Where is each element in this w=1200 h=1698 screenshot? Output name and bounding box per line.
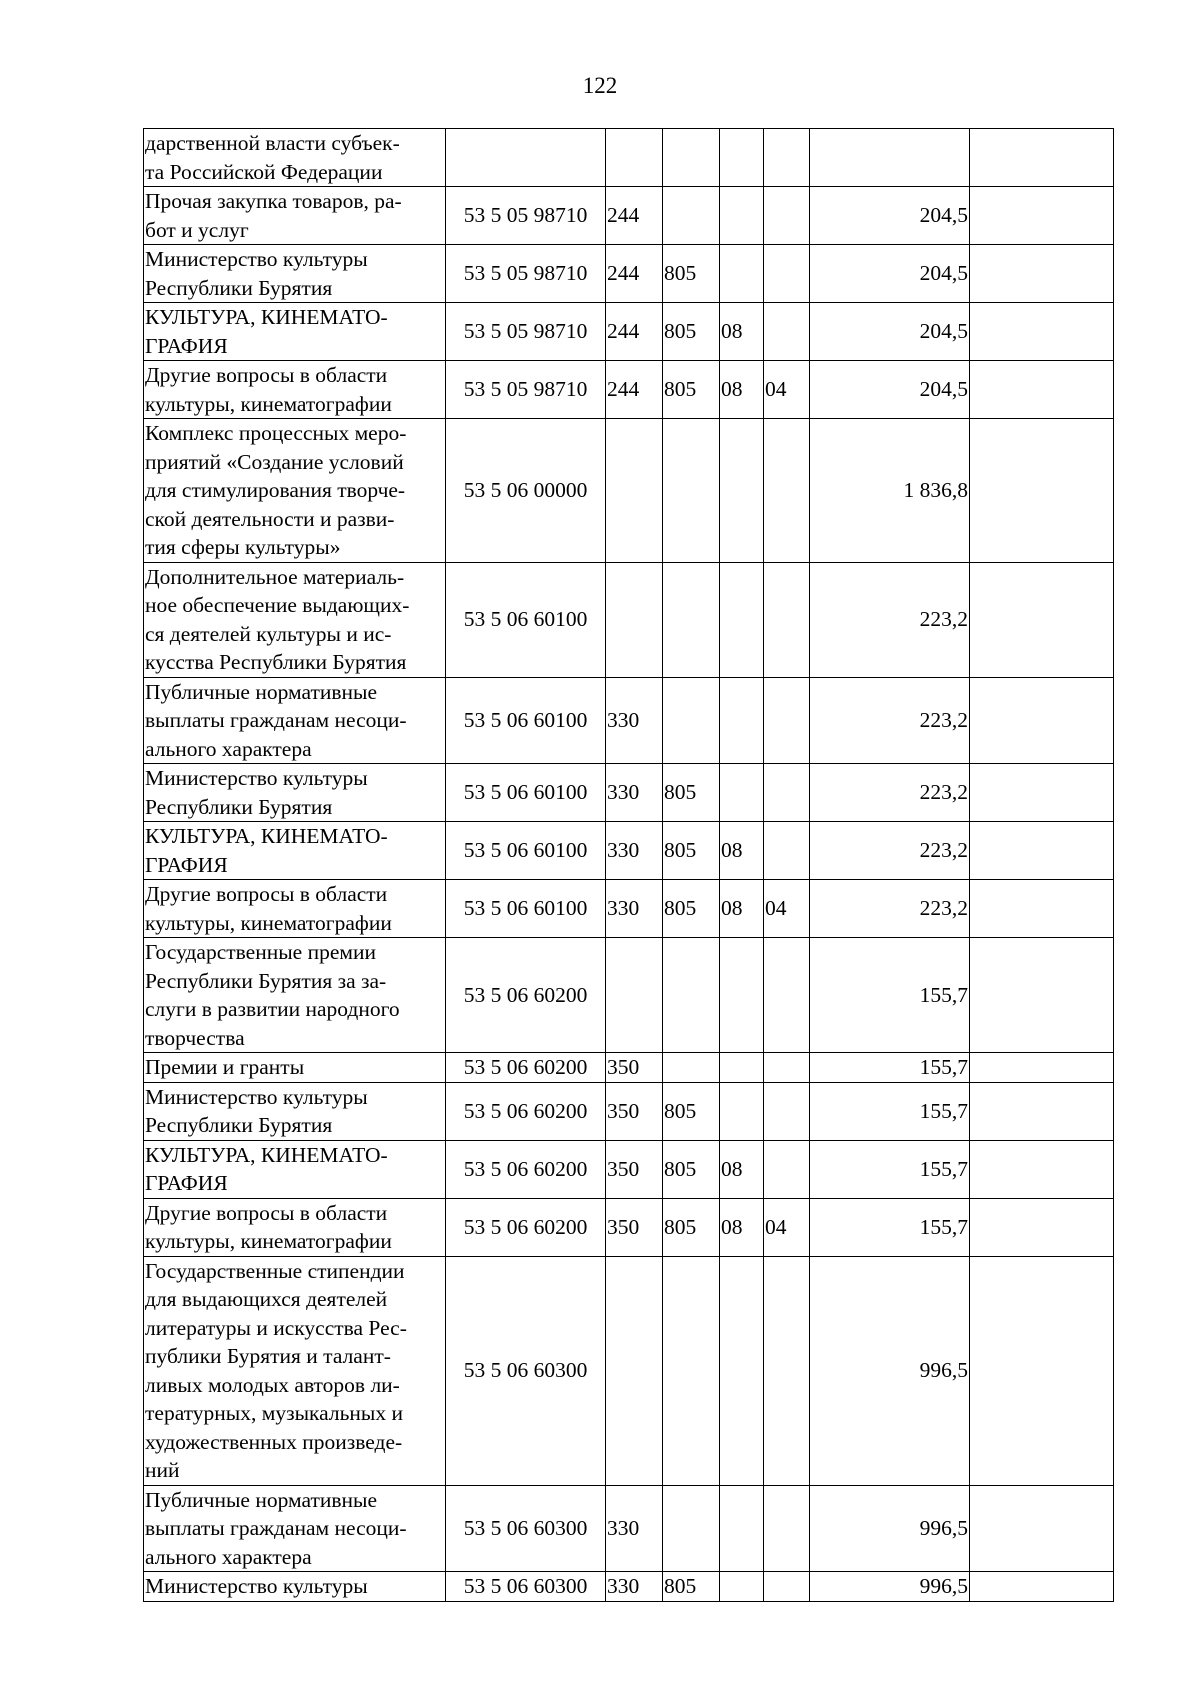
row-name-line: Другие вопросы в области [145, 882, 388, 906]
amount-cell: 223,2 [810, 880, 970, 938]
table-row [144, 187, 1114, 245]
row-name-line: ний [145, 1458, 180, 1482]
row-name-line: Министерство культуры [145, 247, 368, 271]
extra-cell [970, 303, 1114, 361]
table-row [144, 1082, 1114, 1140]
row-name-line: Государственные премии [145, 940, 377, 964]
amount-cell: 155,7 [810, 1140, 970, 1198]
row-name-line: ное обеспечение выдающих- [145, 593, 410, 617]
expense-type-cell: 350 [606, 1082, 663, 1140]
target-code-cell: 53 5 06 60200 [446, 938, 606, 1053]
row-name-cell [144, 245, 446, 303]
table-row [144, 361, 1114, 419]
extra-cell [970, 880, 1114, 938]
section-code-cell [720, 938, 764, 1053]
row-name-line: выплаты гражданам несоци- [145, 1516, 407, 1540]
expense-type-cell [606, 129, 663, 187]
section-code-cell [720, 419, 764, 563]
row-name-line: Премии и гранты [145, 1055, 305, 1079]
amount-cell: 204,5 [810, 187, 970, 245]
row-name-line: выплаты гражданам несоци- [145, 708, 407, 732]
row-name-line: ГРАФИЯ [145, 1171, 228, 1195]
section-code-cell [720, 1256, 764, 1485]
ministry-code-cell [663, 419, 720, 563]
subsection-code-cell [764, 764, 810, 822]
row-name-cell [144, 1256, 446, 1485]
ministry-code-cell [663, 677, 720, 764]
amount-cell: 1 836,8 [810, 419, 970, 563]
row-name-line: Другие вопросы в области [145, 363, 388, 387]
ministry-code-cell: 805 [663, 1082, 720, 1140]
ministry-code-cell [663, 938, 720, 1053]
table-row [144, 880, 1114, 938]
target-code-cell: 53 5 06 60100 [446, 880, 606, 938]
row-name-line: Министерство культуры [145, 1574, 368, 1598]
table-row [144, 1572, 1114, 1602]
target-code-cell: 53 5 06 60300 [446, 1572, 606, 1602]
extra-cell [970, 1256, 1114, 1485]
section-code-cell: 08 [720, 361, 764, 419]
section-code-cell [720, 129, 764, 187]
ministry-code-cell: 805 [663, 303, 720, 361]
row-name-line: кусства Республики Бурятия [145, 650, 407, 674]
row-name-line: тературных, музыкальных и [145, 1401, 403, 1425]
target-code-cell: 53 5 06 60300 [446, 1485, 606, 1572]
target-code-cell: 53 5 06 60200 [446, 1082, 606, 1140]
ministry-code-cell [663, 562, 720, 677]
row-name-line: культуры, кинематографии [145, 391, 392, 416]
subsection-code-cell [764, 822, 810, 880]
row-name-line: Республики Бурятия за за- [145, 968, 387, 993]
expense-type-cell: 244 [606, 303, 663, 361]
expense-type-cell: 330 [606, 1572, 663, 1602]
target-code-cell: 53 5 06 60200 [446, 1140, 606, 1198]
amount-cell: 223,2 [810, 822, 970, 880]
subsection-code-cell [764, 562, 810, 677]
row-name-line: публики Бурятия и талант- [145, 1344, 391, 1368]
target-code-cell: 53 5 06 60100 [446, 562, 606, 677]
subsection-code-cell [764, 1082, 810, 1140]
subsection-code-cell [764, 1140, 810, 1198]
expense-type-cell: 330 [606, 764, 663, 822]
table-row [144, 677, 1114, 764]
subsection-code-cell [764, 187, 810, 245]
target-code-cell: 53 5 05 98710 [446, 245, 606, 303]
expense-type-cell: 330 [606, 677, 663, 764]
subsection-code-cell [764, 938, 810, 1053]
amount-cell: 996,5 [810, 1572, 970, 1602]
row-name-cell [144, 187, 446, 245]
expense-type-cell: 244 [606, 187, 663, 245]
ministry-code-cell [663, 187, 720, 245]
expense-type-cell: 350 [606, 1198, 663, 1256]
table-row [144, 822, 1114, 880]
budget-table [143, 128, 1114, 1602]
target-code-cell: 53 5 05 98710 [446, 187, 606, 245]
row-name-cell [144, 677, 446, 764]
expense-type-cell: 330 [606, 1485, 663, 1572]
section-code-cell: 08 [720, 303, 764, 361]
expense-type-cell [606, 562, 663, 677]
row-name-cell [144, 1053, 446, 1083]
target-code-cell: 53 5 06 60300 [446, 1256, 606, 1485]
table-row [144, 129, 1114, 187]
row-name-line: ального характера [145, 736, 312, 761]
target-code-cell: 53 5 06 60100 [446, 764, 606, 822]
ministry-code-cell [663, 1256, 720, 1485]
table-row [144, 562, 1114, 677]
row-name-cell [144, 1082, 446, 1140]
target-code-cell: 53 5 05 98710 [446, 361, 606, 419]
row-name-line: литературы и искусства Рес- [145, 1315, 407, 1340]
target-code-cell: 53 5 05 98710 [446, 303, 606, 361]
target-code-cell: 53 5 06 60100 [446, 677, 606, 764]
target-code-cell [446, 129, 606, 187]
extra-cell [970, 1082, 1114, 1140]
ministry-code-cell: 805 [663, 1140, 720, 1198]
section-code-cell [720, 187, 764, 245]
extra-cell [970, 677, 1114, 764]
row-name-cell [144, 880, 446, 938]
row-name-line: Публичные нормативные [145, 679, 377, 704]
amount-cell: 204,5 [810, 245, 970, 303]
expense-type-cell: 244 [606, 361, 663, 419]
table-row [144, 1140, 1114, 1198]
row-name-line: КУЛЬТУРА, КИНЕМАТО- [145, 305, 388, 329]
extra-cell [970, 419, 1114, 563]
expense-type-cell: 350 [606, 1140, 663, 1198]
table-row [144, 303, 1114, 361]
row-name-line: КУЛЬТУРА, КИНЕМАТО- [145, 824, 388, 848]
row-name-line: Республики Бурятия [145, 794, 333, 819]
amount-cell: 155,7 [810, 1053, 970, 1083]
section-code-cell [720, 1082, 764, 1140]
expense-type-cell: 330 [606, 880, 663, 938]
row-name-line: ального характера [145, 1544, 312, 1569]
row-name-line: Дополнительное материаль- [145, 564, 405, 589]
ministry-code-cell [663, 129, 720, 187]
row-name-line: приятий «Создание условий [145, 449, 404, 474]
table-row [144, 245, 1114, 303]
amount-cell: 204,5 [810, 361, 970, 419]
row-name-cell [144, 764, 446, 822]
target-code-cell: 53 5 06 00000 [446, 419, 606, 563]
section-code-cell [720, 245, 764, 303]
subsection-code-cell [764, 245, 810, 303]
amount-cell: 155,7 [810, 938, 970, 1053]
row-name-line: ГРАФИЯ [145, 852, 228, 877]
row-name-line: бот и услуг [145, 217, 249, 242]
extra-cell [970, 822, 1114, 880]
ministry-code-cell: 805 [663, 764, 720, 822]
subsection-code-cell [764, 303, 810, 361]
row-name-cell [144, 822, 446, 880]
row-name-line: КУЛЬТУРА, КИНЕМАТО- [145, 1142, 388, 1167]
ministry-code-cell: 805 [663, 361, 720, 419]
row-name-line: Комплекс процессных меро- [145, 421, 407, 445]
expense-type-cell [606, 938, 663, 1053]
expense-type-cell: 244 [606, 245, 663, 303]
section-code-cell [720, 562, 764, 677]
row-name-line: культуры, кинематографии [145, 910, 392, 935]
expense-type-cell: 350 [606, 1053, 663, 1083]
subsection-code-cell [764, 419, 810, 563]
subsection-code-cell [764, 1053, 810, 1083]
subsection-code-cell: 04 [764, 1198, 810, 1256]
row-name-line: для выдающихся деятелей [145, 1287, 388, 1311]
row-name-cell [144, 1198, 446, 1256]
ministry-code-cell: 805 [663, 822, 720, 880]
expense-type-cell [606, 419, 663, 563]
subsection-code-cell [764, 1256, 810, 1485]
ministry-code-cell: 805 [663, 1572, 720, 1602]
subsection-code-cell [764, 677, 810, 764]
row-name-cell [144, 1485, 446, 1572]
extra-cell [970, 129, 1114, 187]
row-name-line: ской деятельности и разви- [145, 506, 395, 531]
row-name-line: Республики Бурятия [145, 1113, 333, 1137]
extra-cell [970, 1053, 1114, 1083]
row-name-cell [144, 419, 446, 563]
extra-cell [970, 187, 1114, 245]
ministry-code-cell [663, 1053, 720, 1083]
target-code-cell: 53 5 06 60100 [446, 822, 606, 880]
row-name-line: та Российской Федерации [145, 159, 383, 184]
table-row [144, 1256, 1114, 1485]
section-code-cell [720, 1485, 764, 1572]
row-name-cell [144, 303, 446, 361]
target-code-cell: 53 5 06 60200 [446, 1053, 606, 1083]
section-code-cell: 08 [720, 880, 764, 938]
page-number: 122 [582, 73, 618, 98]
section-code-cell [720, 1053, 764, 1083]
row-name-cell [144, 361, 446, 419]
expense-type-cell [606, 1256, 663, 1485]
row-name-cell [144, 1140, 446, 1198]
table-row [144, 764, 1114, 822]
row-name-line: Прочая закупка товаров, ра- [145, 189, 402, 213]
ministry-code-cell [663, 1485, 720, 1572]
row-name-line: Публичные нормативные [145, 1487, 377, 1512]
ministry-code-cell: 805 [663, 1198, 720, 1256]
section-code-cell [720, 764, 764, 822]
extra-cell [970, 1572, 1114, 1602]
row-name-line: ся деятелей культуры и ис- [145, 621, 392, 646]
section-code-cell: 08 [720, 1140, 764, 1198]
row-name-line: дарственной власти субъек- [145, 131, 400, 155]
extra-cell [970, 938, 1114, 1053]
table-row [144, 1198, 1114, 1256]
row-name-line: для стимулирования творче- [145, 478, 406, 502]
target-code-cell: 53 5 06 60200 [446, 1198, 606, 1256]
table-row [144, 938, 1114, 1053]
amount-cell: 204,5 [810, 303, 970, 361]
section-code-cell: 08 [720, 822, 764, 880]
table-row [144, 419, 1114, 563]
amount-cell: 223,2 [810, 677, 970, 764]
row-name-cell [144, 938, 446, 1053]
ministry-code-cell: 805 [663, 880, 720, 938]
row-name-line: ливых молодых авторов ли- [145, 1372, 400, 1397]
subsection-code-cell [764, 129, 810, 187]
expense-type-cell: 330 [606, 822, 663, 880]
row-name-line: тия сферы культуры» [145, 535, 341, 559]
extra-cell [970, 1198, 1114, 1256]
row-name-line: Государственные стипендии [145, 1258, 405, 1283]
subsection-code-cell: 04 [764, 361, 810, 419]
amount-cell: 155,7 [810, 1082, 970, 1140]
extra-cell [970, 245, 1114, 303]
subsection-code-cell: 04 [764, 880, 810, 938]
row-name-line: Другие вопросы в области [145, 1200, 388, 1225]
row-name-line: Республики Бурятия [145, 275, 333, 300]
amount-cell: 223,2 [810, 764, 970, 822]
row-name-line: ГРАФИЯ [145, 333, 228, 358]
amount-cell: 155,7 [810, 1198, 970, 1256]
subsection-code-cell [764, 1485, 810, 1572]
amount-cell: 223,2 [810, 562, 970, 677]
amount-cell [810, 129, 970, 187]
extra-cell [970, 1485, 1114, 1572]
section-code-cell: 08 [720, 1198, 764, 1256]
row-name-line: творчества [145, 1025, 245, 1050]
row-name-cell [144, 129, 446, 187]
section-code-cell [720, 1572, 764, 1602]
extra-cell [970, 1140, 1114, 1198]
extra-cell [970, 764, 1114, 822]
row-name-cell [144, 562, 446, 677]
extra-cell [970, 562, 1114, 677]
row-name-line: слуги в развитии народного [145, 997, 400, 1021]
amount-cell: 996,5 [810, 1256, 970, 1485]
row-name-line: Министерство культуры [145, 1084, 368, 1109]
table-body [144, 129, 1114, 1602]
table-row [144, 1485, 1114, 1572]
row-name-line: культуры, кинематографии [145, 1229, 392, 1253]
section-code-cell [720, 677, 764, 764]
amount-cell: 996,5 [810, 1485, 970, 1572]
row-name-line: Министерство культуры [145, 766, 368, 790]
table-row [144, 1053, 1114, 1083]
extra-cell [970, 361, 1114, 419]
row-name-line: художественных произведе- [145, 1429, 403, 1454]
row-name-cell [144, 1572, 446, 1602]
subsection-code-cell [764, 1572, 810, 1602]
ministry-code-cell: 805 [663, 245, 720, 303]
